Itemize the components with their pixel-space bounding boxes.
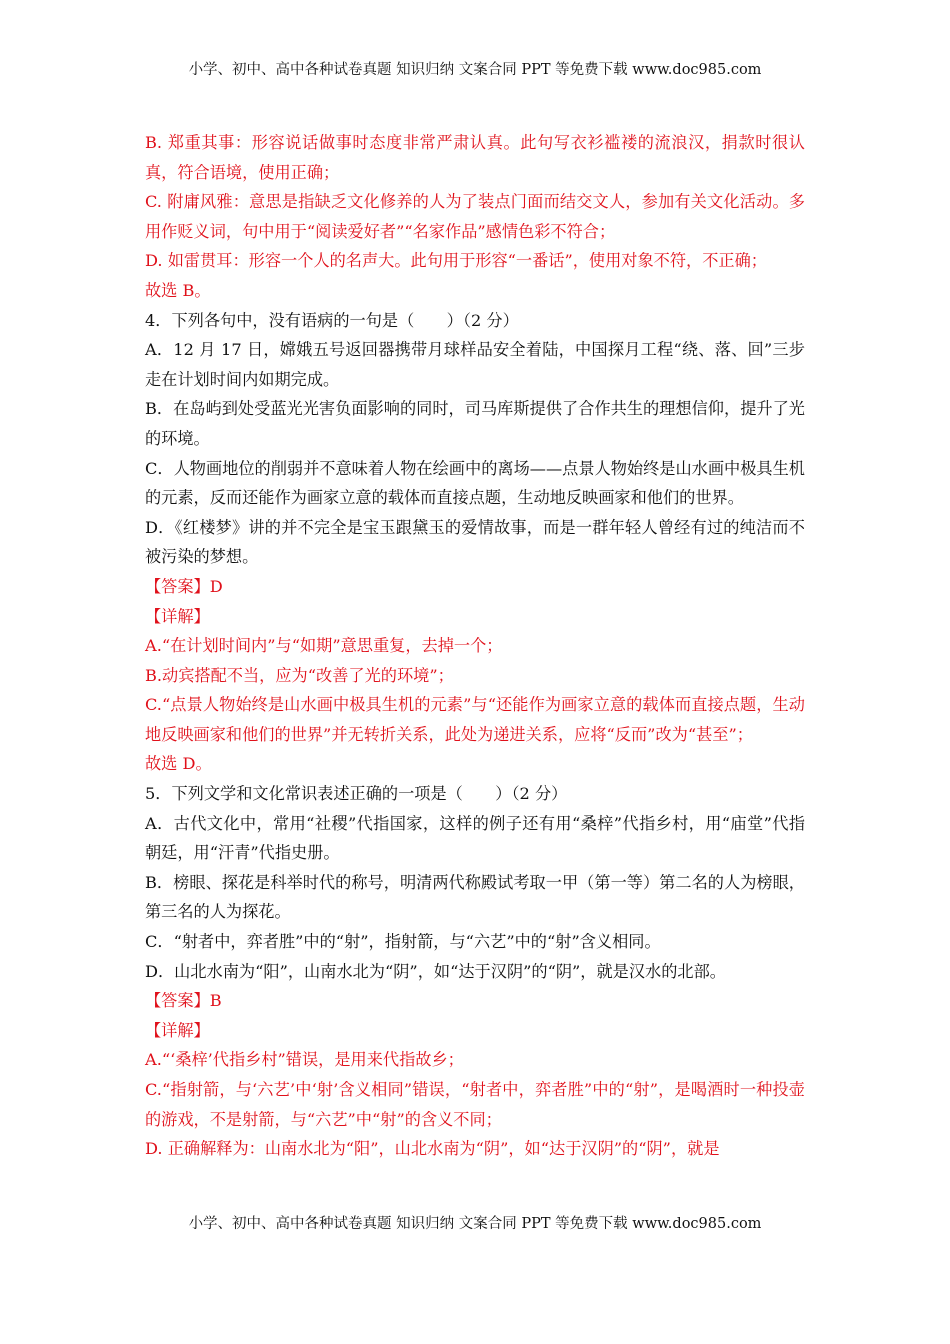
q5-option-c: C．“射者中，弈者胜”中的“射”，指射箭，与“六艺”中的“射”含义相同。 — [145, 932, 661, 952]
q5-option-d: D．山北水南为“阳”，山南水北为“阴”，如“达于汉阴”的“阴”，就是汉水的北部。 — [145, 961, 726, 981]
q5-option-b: B．榜眼、探花是科举时代的称号，明清两代称殿试考取一甲（第一等）第二名的人为榜眼，第三名的人为探花。 — [145, 872, 805, 922]
q4-option-c: C．人物画地位的削弱并不意味着人物在绘画中的离场——点景人物始终是山水画中极具生机的元素，反而还能作为画家立意的载体而直接点题，生动地反映画家和他们的世界。 — [145, 458, 805, 508]
q4-explanation-c: C.“点景人物始终是山水画中极具生机的元素”与“还能作为画家立意的载体而直接点题，生动地反映画家和他们的世界”并无转折关系，此处为递进关系，应将“反而”改为“甚至”； — [145, 695, 805, 744]
q4-explanation-a: A.“在计划时间内”与“如期”意思重复，去掉一个； — [145, 636, 503, 656]
q5-answer: 【答案】B — [145, 991, 222, 1011]
q5-question: 5．下列文学和文化常识表述正确的一项是（ ）（2 分） — [145, 784, 568, 804]
q3-conclusion: 故选 B。 — [145, 280, 211, 300]
q4-option-a: A．12 月 17 日，嫦娥五号返回器携带月球样品安全着陆，中国探月工程“绕、落、回”三步走在计划时间内如期完成。 — [145, 340, 805, 389]
q5-option-a: A．古代文化中，常用“社稷”代指国家，这样的例子还有用“桑梓”代指乡村，用“庙堂”代指朝廷，用“汗青”代指史册。 — [145, 813, 805, 863]
document-body — [145, 128, 805, 1164]
q4-answer: 【答案】D — [145, 576, 223, 596]
q4-explanation-b: B.动宾搭配不当，应为“改善了光的环境”； — [145, 665, 454, 685]
q5-detail-label: 【详解】 — [145, 1020, 210, 1040]
q3-explanation-d: D. 如雷贯耳：形容一个人的名声大。此句用于形容“一番话”，使用对象不符，不正确； — [145, 251, 767, 271]
page-header: 小学、初中、高中各种试卷真题 知识归纳 文案合同 PPT 等免费下载 www.doc985.com — [188, 62, 762, 78]
q4-option-d: D．《红楼梦》讲的并不完全是宝玉跟黛玉的爱情故事，而是一群年轻人曾经有过的纯洁而不被污染的梦想。 — [145, 517, 805, 567]
q5-explanation-d: D. 正确解释为：山南水北为“阳”，山北水南为“阴”，如“达于汉阴”的“阴”，就是 — [145, 1139, 720, 1159]
q4-option-b: B．在岛屿到处受蓝光光害负面影响的同时，司马库斯提供了合作共生的理想信仰，提升了光的环境。 — [145, 399, 805, 448]
q4-conclusion: 故选 D。 — [145, 754, 212, 774]
page-footer: 小学、初中、高中各种试卷真题 知识归纳 文案合同 PPT 等免费下载 www.doc985.com — [188, 1216, 762, 1232]
q5-explanation-a: A.“‘桑梓’代指乡村”错误，是用来代指故乡； — [145, 1050, 464, 1070]
q4-detail-label: 【详解】 — [145, 606, 210, 626]
q3-explanation-c: C. 附庸风雅：意思是指缺乏文化修养的人为了装点门面而结交文人，参加有关文化活动。多用作贬义词，句中用于“阅读爱好者”“名家作品”感情色彩不符合； — [145, 192, 805, 241]
q5-explanation-c: C.“指射箭，与‘六艺’中‘射’含义相同”错误，“射者中，弈者胜”中的“射”，是喝酒时一种投壶的游戏，不是射箭，与“六艺”中“射”的含义不同； — [145, 1080, 805, 1129]
q4-question: 4．下列各句中，没有语病的一句是（ ）（2 分） — [145, 310, 519, 330]
q3-explanation-b: B. 郑重其事：形容说话做事时态度非常严肃认真。此句写衣衫褴褛的流浪汉，捐款时很认真，符合语境，使用正确； — [145, 133, 805, 182]
